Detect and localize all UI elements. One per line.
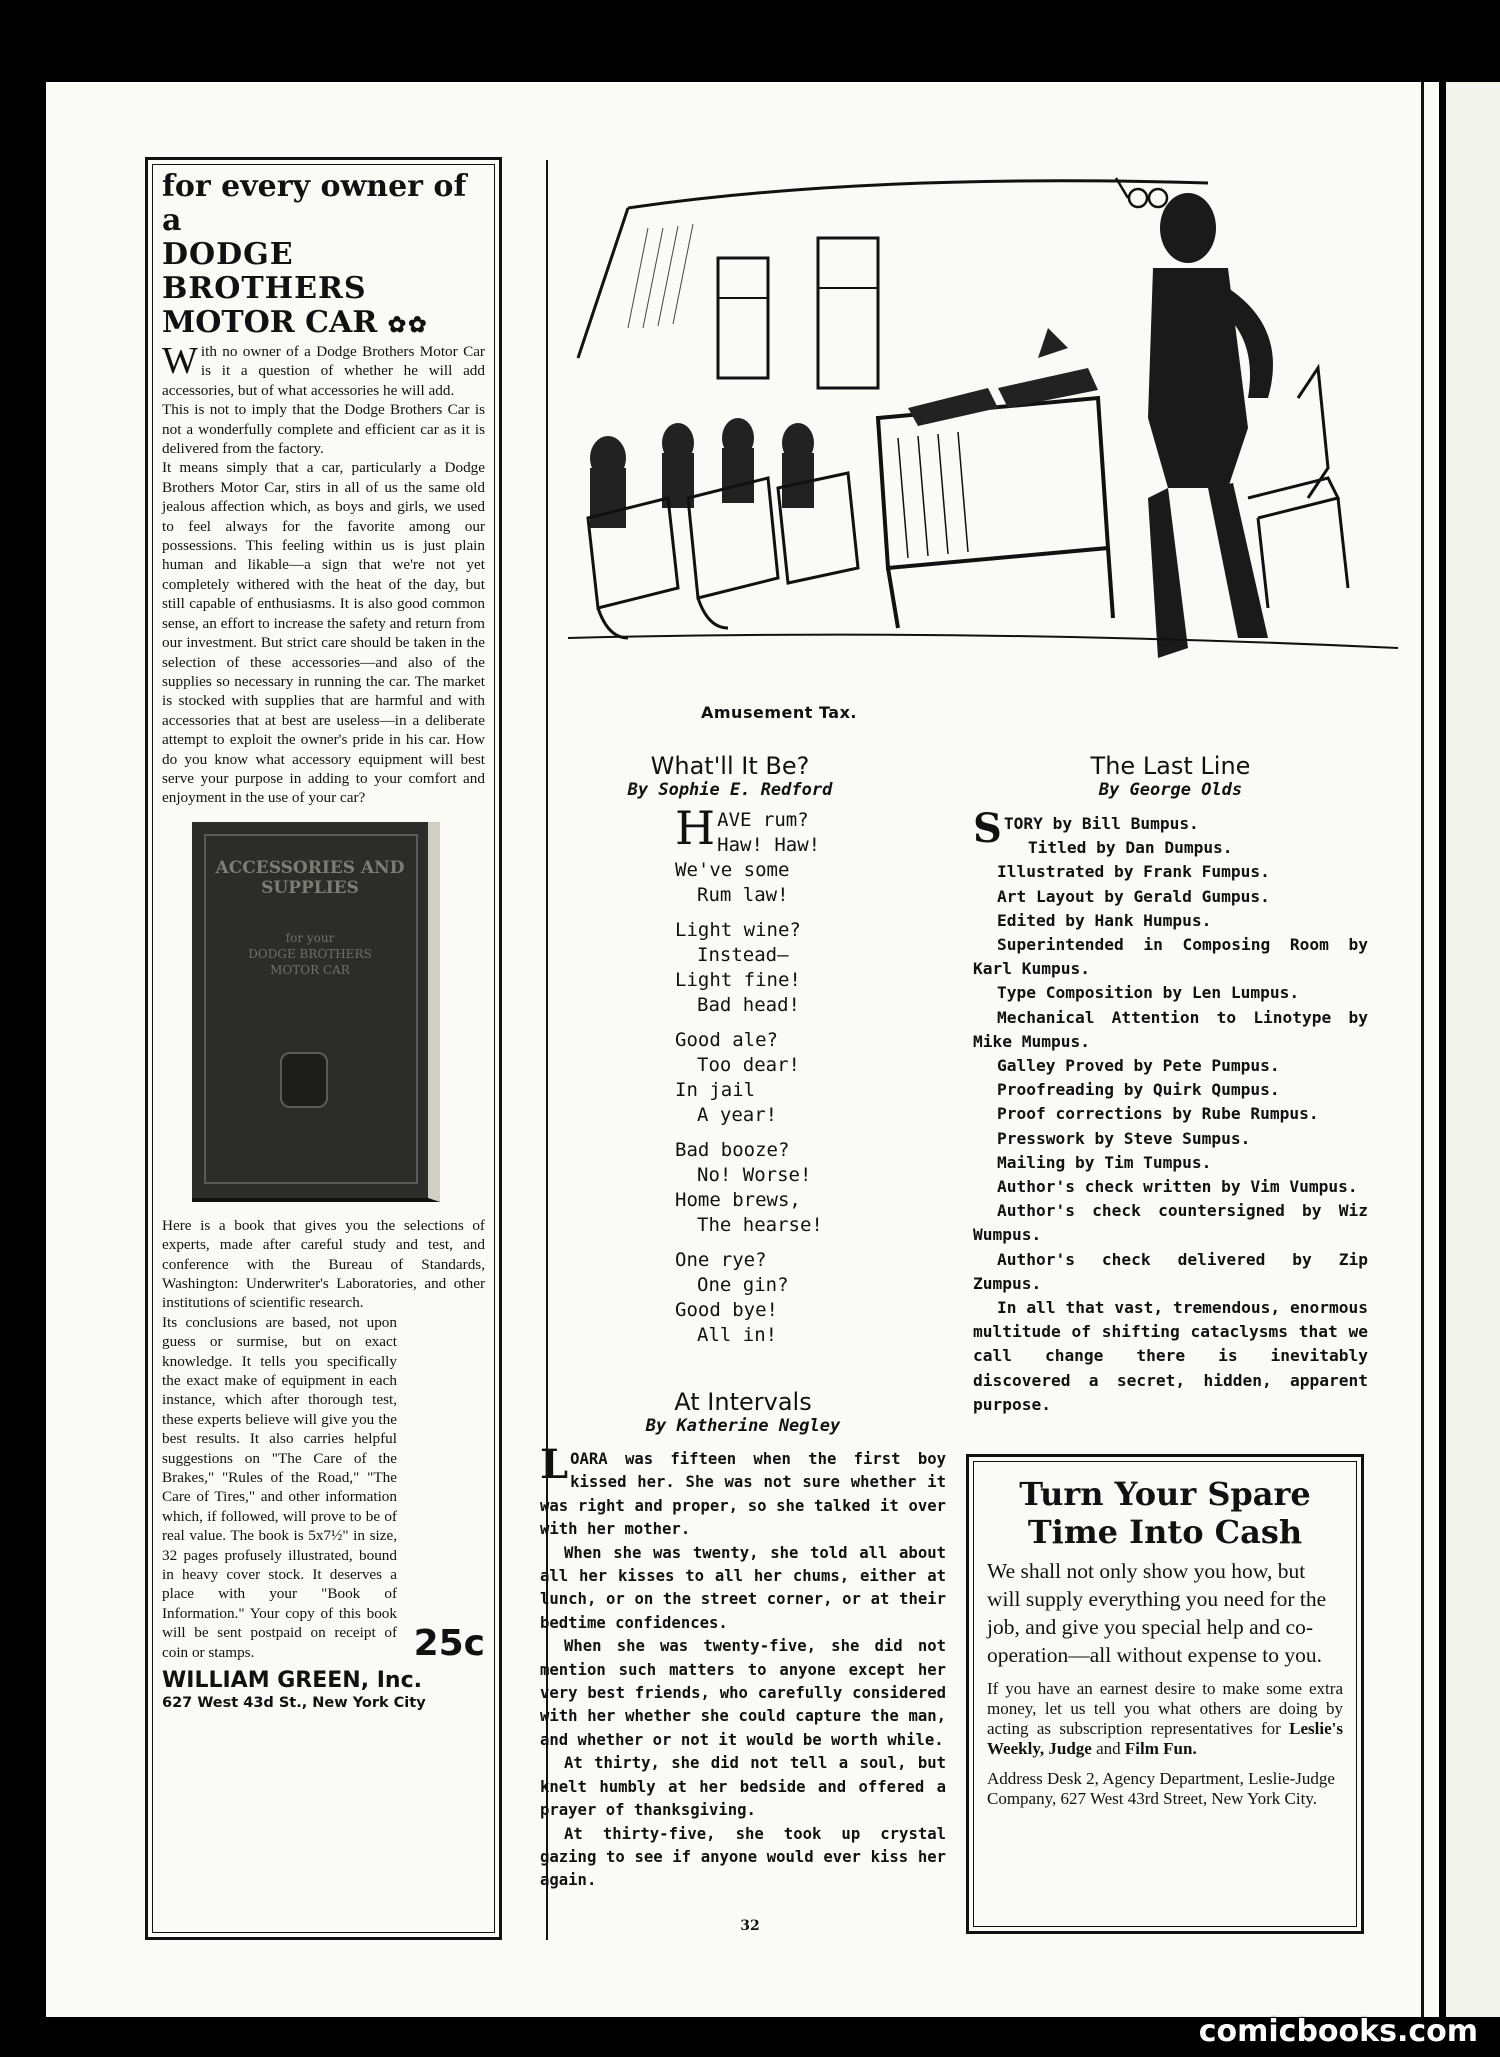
poem-article <box>545 752 915 1358</box>
spare-time-ad-title: Turn Your Spare Time Into Cash <box>1019 1475 1311 1551</box>
facing-page-fragment <box>1446 82 1500 2017</box>
ad-headline-line-2: DODGE BROTHERS <box>162 237 367 306</box>
ad-headline <box>162 170 485 342</box>
ad-paragraph-1: With no owner of a Dodge Brothers Motor Car is it a question of whether he will add accessories, but of what accessories he will add. <box>162 340 485 399</box>
drop-cap: L <box>540 1441 569 1488</box>
book-title: ACCESSORIES AND SUPPLIES <box>215 857 405 898</box>
at-intervals-title: At Intervals <box>674 1388 812 1416</box>
poem-body <box>675 801 915 1348</box>
dodge-accessories-ad <box>145 157 502 1940</box>
last-line-article <box>973 752 1368 1417</box>
at-intervals-body: LOARA was fifteen when the first boy kissed her. She was not sure whether it was right and proper, so she talked it over with her mother. When she was twenty, she told all about all her kisses to all her chums, either at lunch, or on the street corner, or at their bedtime confidences. When she was twenty-five, she did not mention such matters to anyone except her very best friends, who carefully considered with her whether she could capture the man, and whether or not it would be worth while. At thirty, she did not tell a soul, but knelt humbly at her bedside and offered a prayer of thanksgiving. At thirty-five, she took up crystal gazing to see if anyone would ever kiss her again. <box>540 1441 946 1890</box>
ornament-icon: ✿✿ <box>387 312 429 338</box>
stanza: HAVE rum? Haw! Haw! We've some Rum law! <box>675 801 821 906</box>
poem-byline: By Sophie E. Redford <box>627 780 833 800</box>
last-line-body: STORY by Bill Bumpus. Titled by Dan Dumpus. Illustrated by Frank Fumpus. Art Layout by Gerald Gumpus. Edited by Hank Humpus. Superintended in Composing Room by Karl Kumpus. Type Composition by Len Lumpus. Mechanical Attention to Linotype by Mike Mumpus. Galley Proved by Pete Pumpus. Proofreading by Quirk Qumpus. Proof corrections by Rube Rumpus. Presswork by Steve Sumpus. Mailing by Tim Tumpus. Author's check written by Vim Vumpus. Author's check countersigned by Wiz Wumpus. Author's check delivered by Zip Zumpus. In all that vast, tremendous, enormous multitude of shifting cataclysms that we call change there is inevitably discovered a secret, hidden, apparent purpose. <box>973 805 1368 1414</box>
spare-time-ad-lead: We shall not only show you how, but will supply everything you need for the job, and give you special help and co-operation—all without expense to you. <box>987 1559 1327 1667</box>
ad-company: WILLIAM GREEN, Inc. <box>162 1668 422 1694</box>
drop-cap: H <box>675 801 716 855</box>
ad-headline-line-1: for every owner of a <box>162 169 467 238</box>
ad-address: 627 West 43d St., New York City <box>162 1695 426 1712</box>
last-line-byline: By George Olds <box>1098 780 1243 800</box>
drop-cap: S <box>973 805 1002 852</box>
watermark: comicbooks.com <box>1198 2014 1478 2049</box>
stanza: One rye? One gin? Good bye! All in! <box>675 1249 789 1346</box>
spare-time-ad <box>966 1454 1364 1934</box>
stanza: Good ale? Too dear! In jail A year! <box>675 1029 800 1126</box>
book-subtitle: for your DODGE BROTHERS MOTOR CAR <box>248 930 372 977</box>
stanza: Light wine? Instead— Light fine! Bad head! <box>675 919 801 1016</box>
price: 25c <box>413 1623 485 1665</box>
at-intervals-article <box>540 1388 946 1893</box>
cartoon-illustration <box>568 168 1398 708</box>
ad-paragraph-2: This is not to imply that the Dodge Brothers Car is not a wonderfully complete and efficient car as it is delivered from the factory. <box>162 401 485 458</box>
spare-time-ad-address: Address Desk 2, Agency Department, Leslie-Judge Company, 627 West 43rd Street, New York City. <box>987 1769 1335 1808</box>
ad-paragraph-5: Its conclusions are based, not upon guess or surmise, but on exact knowledge. It tells you specifically the exact make of equipment in each instance, which after thorough test, these experts believe will give you the best results. It also carries helpful suggestions on "The Care of the Brakes," "Rules of the Road," "The Care of Tires," and other information which, if followed, will prove to be of real value. The book is 5x7½" in size, 32 pages profusely illustrated, bound in heavy cover stock. It deserves a place with your "Book of Information." Your copy of this book will be sent postpaid on receipt of coin or stamps. <box>162 1313 397 1661</box>
ad-paragraph-4: Here is a book that gives you the selections of experts, made after careful study and test, and conference with the Bureau of Standards, Washington: Underwriter's Laboratories, and other institutions of scientific research. <box>162 1216 485 1312</box>
last-line-title: The Last Line <box>1090 752 1251 780</box>
at-intervals-byline: By Katherine Negley <box>645 1416 841 1436</box>
ad-paragraph-3: It means simply that a car, particularly a Dodge Brothers Motor Car, stirs in all of us the same old jealous affection which, as boys and girls, we used to feel always for the favorite among our possessions. This feeling within us is just plain human and likable—a sign that we're not yet completely withered with the heat of the day, but still capable of enthusiasms. It is also good common sense, an effort to increase the safety and return from our investment. But strict care should be taken in the selection of these accessories—and also of the supplies so necessary in running the car. The market is stocked with supplies that are harmful and with accessories that at best are useless—in a deliberate attempt to exploit the owner's pride in his car. How do you know what accessory equipment will best serve your purpose in adding to your comfort and enjoyment in the use of your car? <box>162 459 485 807</box>
cartoon-caption: Amusement Tax. <box>701 703 857 722</box>
drop-cap: W <box>162 340 198 382</box>
facing-page-edge <box>1421 82 1439 2017</box>
stanza: Bad booze? No! Worse! Home brews, The hearse! <box>675 1139 823 1236</box>
book-emblem-icon <box>280 1052 328 1108</box>
ad-body <box>162 340 485 1665</box>
price-row <box>162 1313 485 1665</box>
poem-title: What'll It Be? <box>650 752 810 780</box>
page-number: 32 <box>740 1918 760 1934</box>
spare-time-ad-details: If you have an earnest desire to make some extra money, let us tell you what others are doing by acting as subscription representatives for Leslie's Weekly, Judge and Film Fun. <box>987 1679 1344 1758</box>
book-cover-illustration <box>192 822 440 1202</box>
ad-headline-line-3: MOTOR CAR ✿✿ <box>162 305 429 340</box>
